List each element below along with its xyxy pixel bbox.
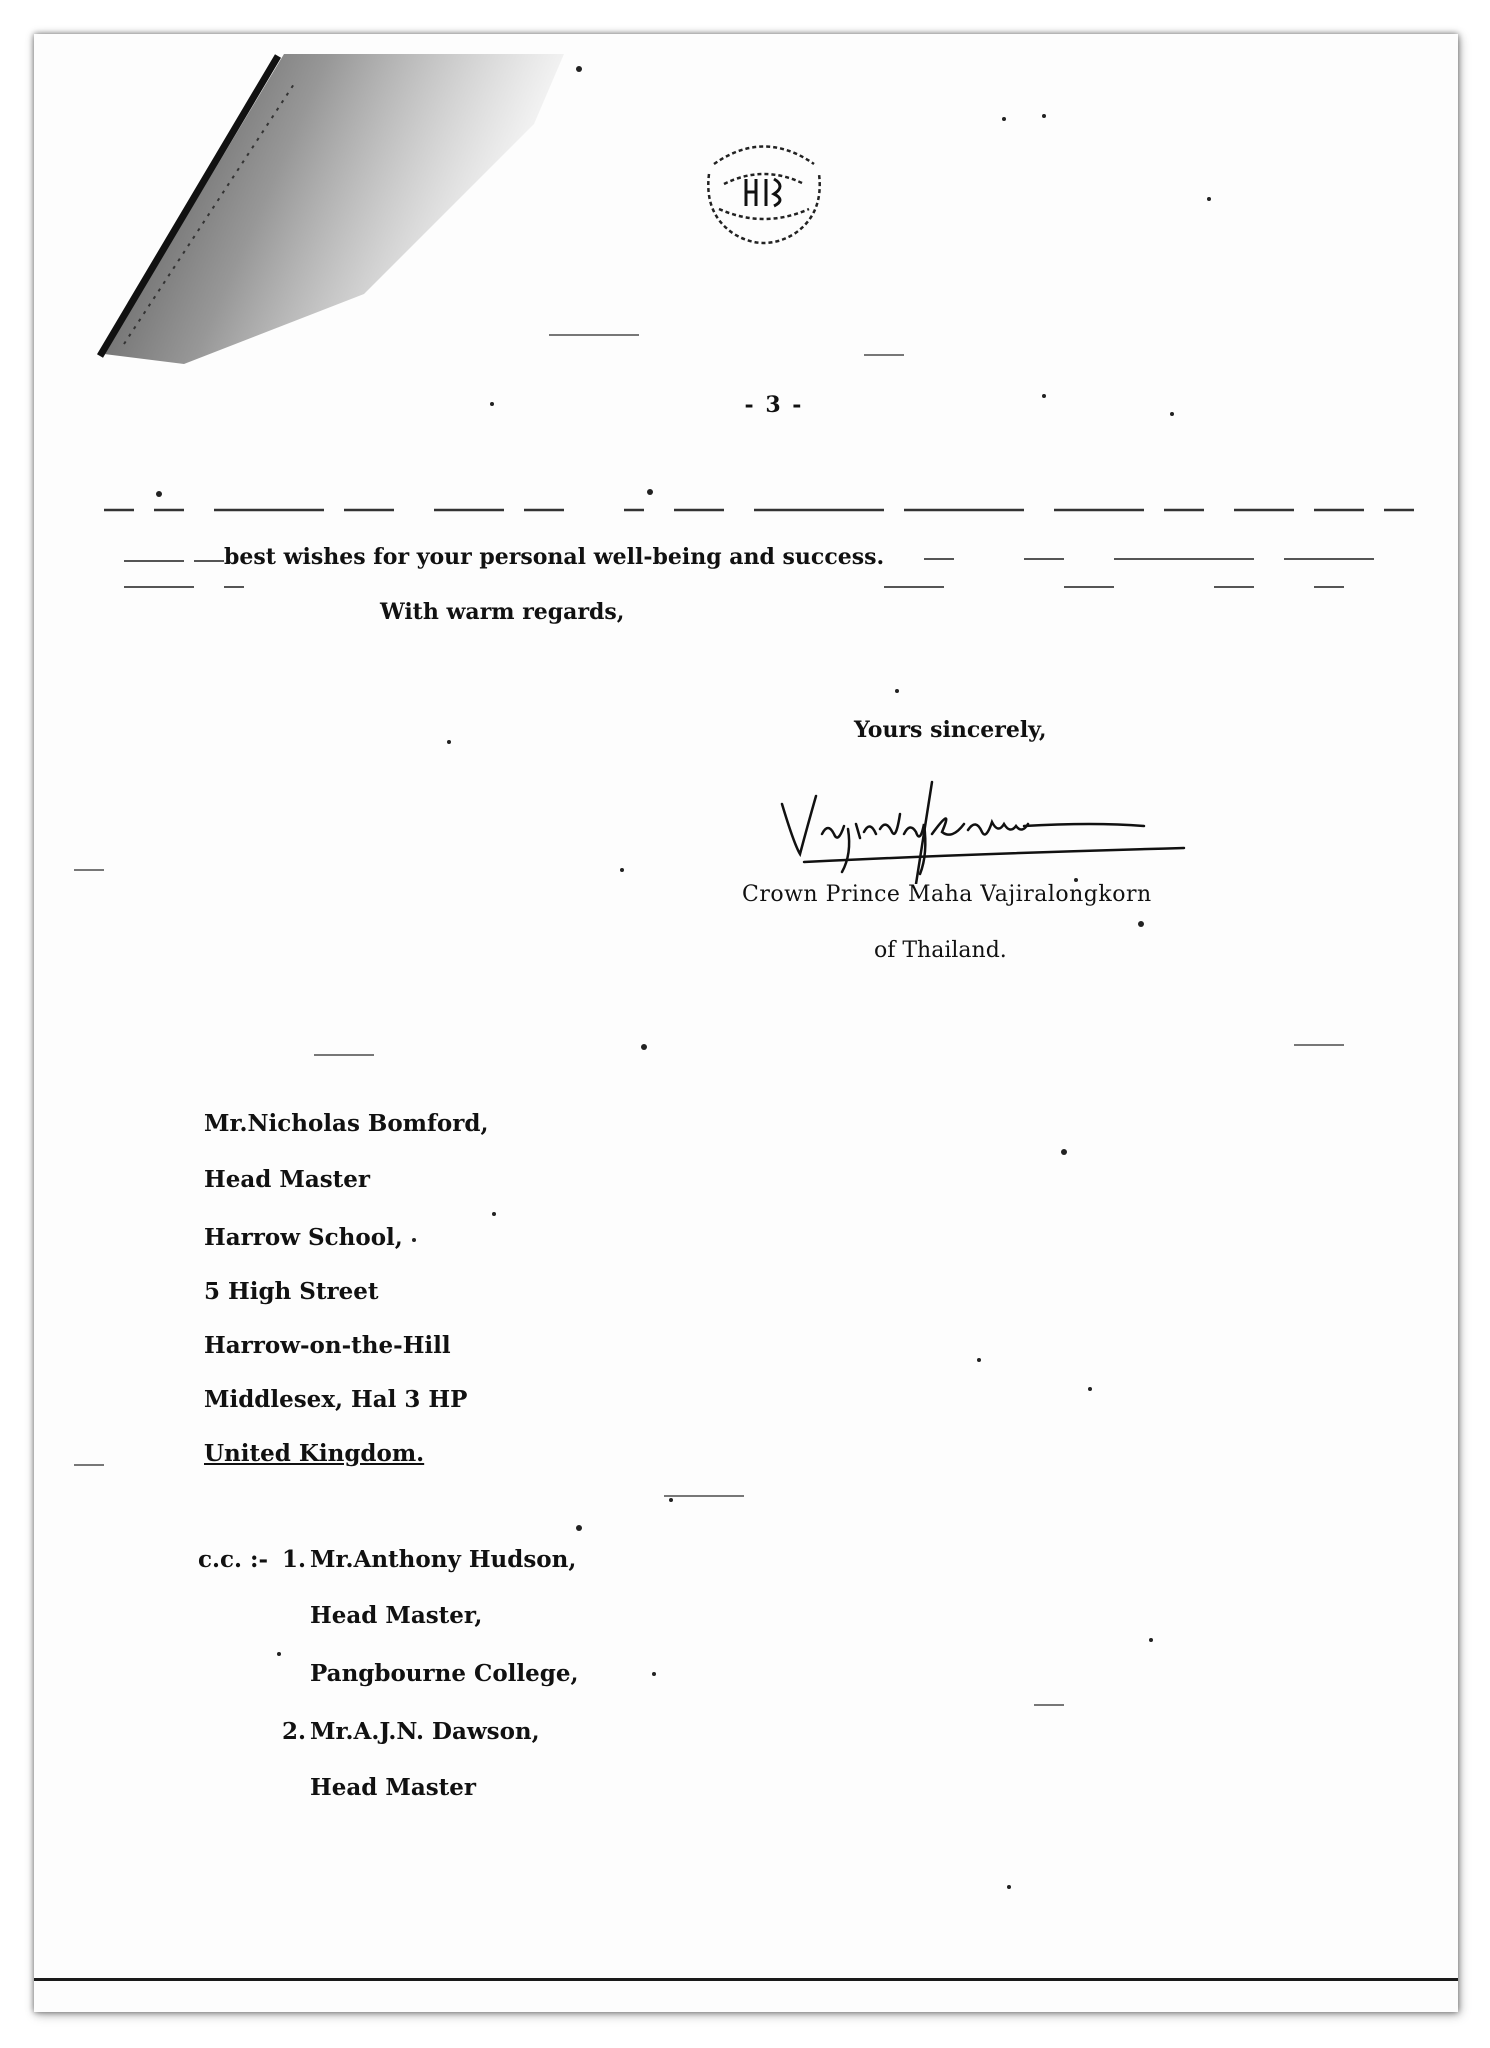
bottom-rule (34, 1978, 1458, 1981)
recipient-school: Harrow School, (204, 1224, 403, 1251)
page-number: - 3 - (744, 392, 804, 418)
cc-entry-org: Pangbourne College, (310, 1660, 579, 1687)
greeting: With warm regards, (380, 599, 625, 625)
royal-emblem-icon (694, 134, 834, 254)
letter-page (34, 34, 1458, 2012)
recipient-town: Harrow-on-the-Hill (204, 1332, 451, 1359)
cc-entry-number: 1. (282, 1546, 307, 1573)
photocopy-smudge (64, 44, 584, 374)
signer-name: Crown Prince Maha Vajiralongkorn (742, 882, 1152, 907)
recipient-street: 5 High Street (204, 1278, 379, 1305)
recipient-name: Mr.Nicholas Bomford, (204, 1110, 489, 1137)
faded-text-dashes (64, 504, 1424, 518)
cc-entry-title: Head Master (310, 1774, 477, 1801)
recipient-country: United Kingdom. (204, 1440, 425, 1467)
cc-entry-number: 2. (282, 1718, 307, 1745)
valediction: Yours sincerely, (854, 717, 1047, 743)
cc-entry-name: Mr.A.J.N. Dawson, (310, 1718, 540, 1745)
signer-country: of Thailand. (874, 938, 1007, 963)
cc-entry-title: Head Master, (310, 1602, 483, 1629)
cc-label: c.c. :- (198, 1546, 269, 1573)
recipient-title: Head Master (204, 1166, 371, 1193)
recipient-county: Middlesex, Hal 3 HP (204, 1386, 468, 1413)
closing-sentence: best wishes for your personal well-being and success. (224, 544, 885, 570)
cc-entry-name: Mr.Anthony Hudson, (310, 1546, 577, 1573)
handwritten-signature (764, 774, 1194, 884)
